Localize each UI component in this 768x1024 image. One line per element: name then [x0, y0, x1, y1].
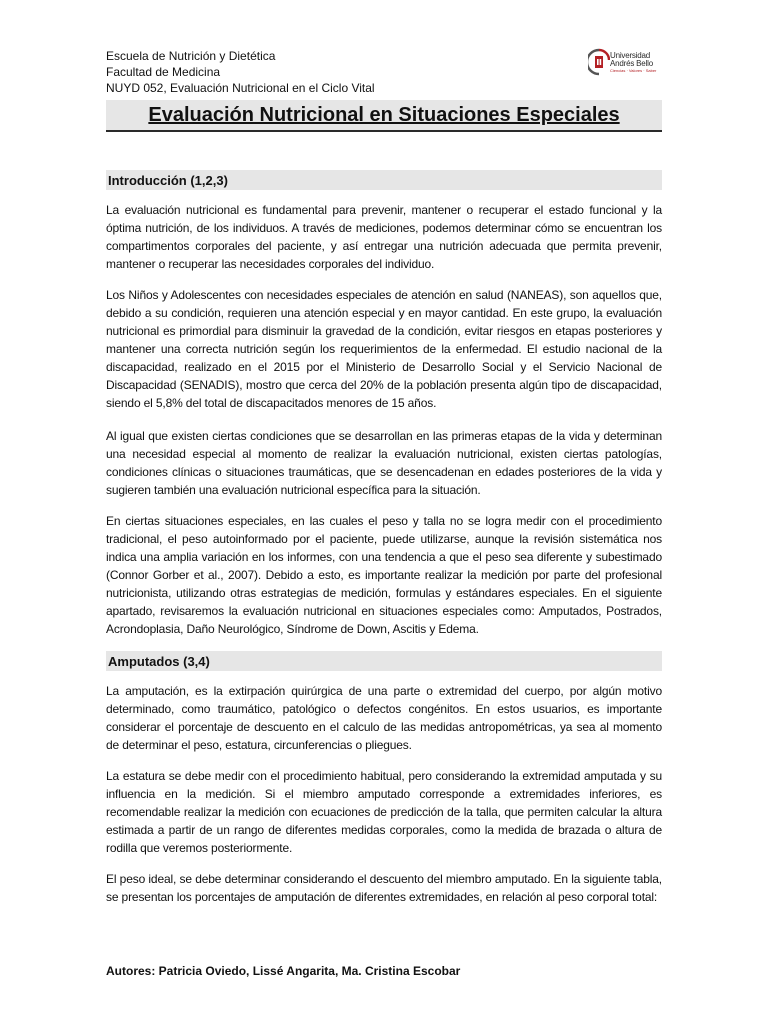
- paragraph: La evaluación nutricional es fundamental para prevenir, mantener o recuperar el estado funcional y la óptima nutrición, de los individuos. A través de mediciones, podemos determinar cómo se encuentran los compartimentos corporales del paciente, y así entregar una nutrición adecuada que permita prevenir, mantener o recuperar las necesidades corporales del individuo.: [106, 203, 662, 271]
- document-title: Evaluación Nutricional en Situaciones Especiales: [148, 103, 620, 126]
- section-heading-introduccion: Introducción (1,2,3): [106, 170, 662, 190]
- faculty-name: Facultad de Medicina: [106, 65, 221, 79]
- course-name: NUYD 052, Evaluación Nutricional en el Ciclo Vital: [106, 81, 375, 95]
- logo-tagline: Ciencias · Valores · Saber: [610, 68, 657, 73]
- school-name: Escuela de Nutrición y Dietética: [106, 49, 276, 63]
- university-logo: [588, 48, 657, 80]
- logo-line-name: Andrés Bello: [610, 59, 653, 68]
- section-heading-amputados: Amputados (3,4): [106, 651, 662, 671]
- document-title-bar: [106, 100, 662, 132]
- logo-line-university: Universidad: [610, 51, 651, 60]
- document-header: [106, 48, 375, 96]
- authors-footer: Autores: Patricia Oviedo, Lissé Angarita, Ma. Cristina Escobar: [106, 964, 461, 978]
- paragraph: Los Niños y Adolescentes con necesidades especiales de atención en salud (NANEAS), son aquellos que, debido a su condición, requieren una atención especial y en mayor cantidad. En este grupo, la evaluación nutricional es primordial para disminuir la gravedad de la condición, evitar riesgos en etapas posteriores y mantener una correcta nutrición según los requerimientos de la enfermedad. El estudio nacional de la discapacidad, realizado en el 2015 por el Ministerio de Desarrollo Social y el Servicio Nacional de Discapacidad (SENADIS), mostro que cerca del 20% de la población presenta algún tipo de discapacidad, siendo el 5,8% del total de discapacitados menores de 15 años.: [106, 288, 662, 410]
- paragraph: Al igual que existen ciertas condiciones que se desarrollan en las primeras etapas de la vida y determinan una necesidad especial al momento de realizar la evaluación nutricional, existen ciertas patologías, condiciones clínicas o situaciones traumáticas, que se desencadenan en edades posteriores de la vida y sugieren también una evaluación nutricional específica para la situación.: [106, 429, 662, 497]
- paragraph: En ciertas situaciones especiales, en las cuales el peso y talla no se logra medir con el procedimiento tradicional, el peso autoinformado por el paciente, puede utilizarse, aunque la revisión sistemática nos indica una amplia variación en los informes, con una tendencia a que el peso sea diferente y subestimado (Connor Gorber et al., 2007). Debido a esto, es importante realizar la medición por parte del profesional nutricionista, utilizando otras estrategias de medición, formulas y estándares especiales. En el siguiente apartado, revisaremos la evaluación nutricional en situaciones especiales como: Amputados, Postrados, Acrondoplasia, Daño Neurológico, Síndrome de Down, Ascitis y Edema.: [106, 514, 662, 636]
- university-crest-icon: [588, 48, 610, 78]
- paragraph: El peso ideal, se debe determinar considerando el descuento del miembro amputado. En la siguiente tabla, se presentan los porcentajes de amputación de diferentes extremidades, en relación al peso corporal total:: [106, 872, 662, 904]
- paragraph: La amputación, es la extirpación quirúrgica de una parte o extremidad del cuerpo, por algún motivo determinado, como traumático, patológico o defectos congénitos. En estos usuarios, es importante considerar el porcentaje de descuento en el calculo de las medidas antropométricas, ya sea al momento de determinar el peso, estatura, circunferencias o pliegues.: [106, 684, 662, 752]
- paragraph: La estatura se debe medir con el procedimiento habitual, pero considerando la extremidad amputada y su influencia en la medición. Si el miembro amputado corresponde a extremidades inferiores, es recomendable realizar la medición con ecuaciones de predicción de la talla, que permiten calcular la altura estimada a partir de un rango de diferentes medidas corporales, como la medida de brazada o altura de rodilla que veremos posteriormente.: [106, 769, 662, 855]
- university-logo-text: [610, 51, 657, 73]
